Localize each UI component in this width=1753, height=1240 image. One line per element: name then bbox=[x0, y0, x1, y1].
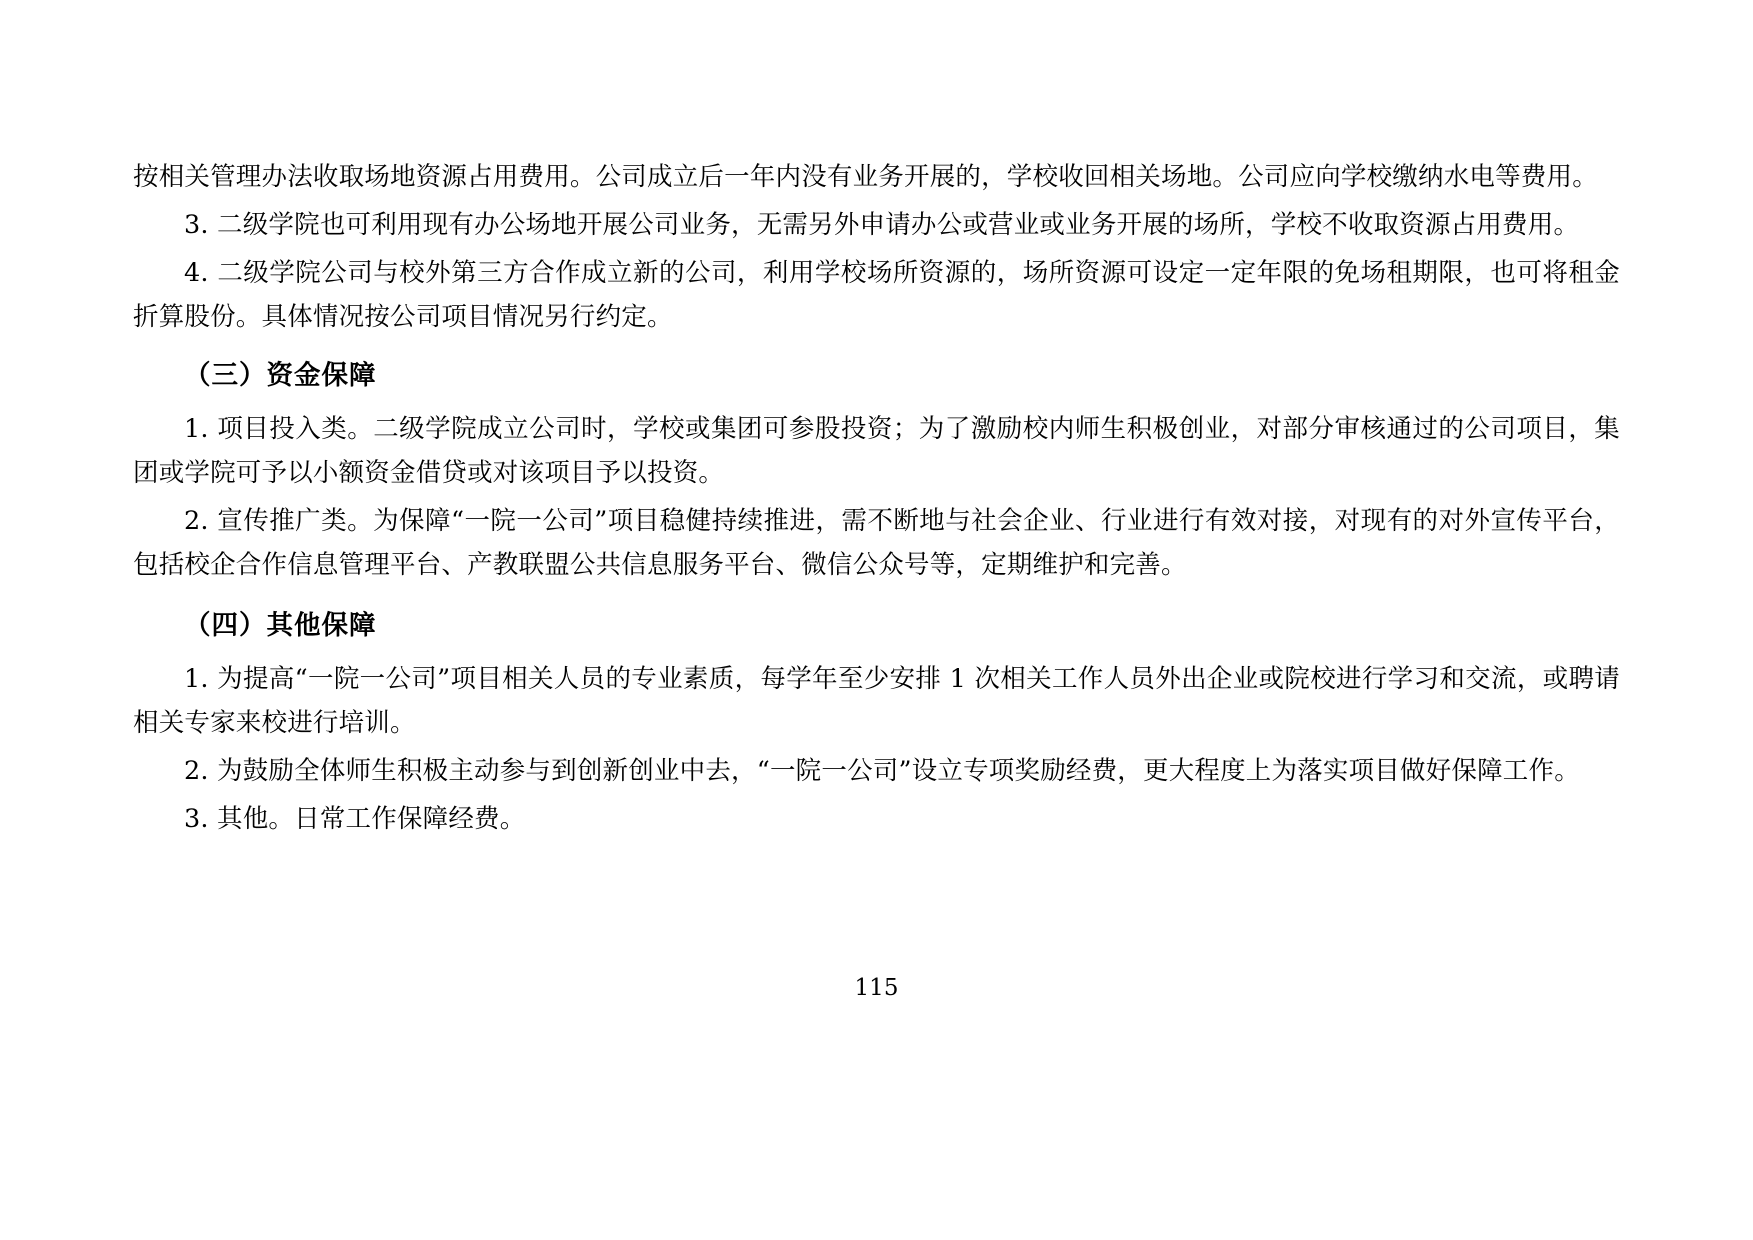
paragraph-continuation: 按相关管理办法收取场地资源占用费用。公司成立后一年内没有业务开展的，学校收回相关场地。公司应向学校缴纳水电等费用。 bbox=[133, 162, 1598, 192]
list-item-section4-3: 3. 其他。日常工作保障经费。 bbox=[184, 804, 526, 834]
page-body bbox=[133, 155, 1620, 845]
section-heading-other-guarantee: （四）其他保障 bbox=[184, 610, 377, 641]
section-heading-funding-guarantee: （三）资金保障 bbox=[184, 360, 377, 391]
list-item-section3-1: 1. 项目投入类。二级学院成立公司时，学校或集团可参股投资；为了激励校内师生积极创业，对部分审核通过的公司项目，集团或学院可予以小额资金借贷或对该项目予以投资。 bbox=[133, 414, 1620, 488]
page-number: 115 bbox=[854, 975, 899, 1001]
list-item-section4-1: 1. 为提高“一院一公司”项目相关人员的专业素质，每学年至少安排 1 次相关工作人员外出企业或院校进行学习和交流，或聘请相关专家来校进行培训。 bbox=[133, 664, 1620, 738]
list-item-section3-2: 2. 宣传推广类。为保障“一院一公司”项目稳健持续推进，需不断地与社会企业、行业进行有效对接，对现有的对外宣传平台，包括校企合作信息管理平台、产教联盟公共信息服务平台、微信公众号等，定期维护和完善。 bbox=[133, 506, 1620, 580]
list-item-section2-4: 4. 二级学院公司与校外第三方合作成立新的公司，利用学校场所资源的，场所资源可设定一定年限的免场租期限，也可将租金折算股份。具体情况按公司项目情况另行约定。 bbox=[133, 258, 1620, 332]
list-item-section4-2: 2. 为鼓励全体师生积极主动参与到创新创业中去，“一院一公司”设立专项奖励经费，更大程度上为落实项目做好保障工作。 bbox=[184, 756, 1580, 786]
list-item-section2-3: 3. 二级学院也可利用现有办公场地开展公司业务，无需另外申请办公或营业或业务开展的场所，学校不收取资源占用费用。 bbox=[184, 210, 1580, 240]
